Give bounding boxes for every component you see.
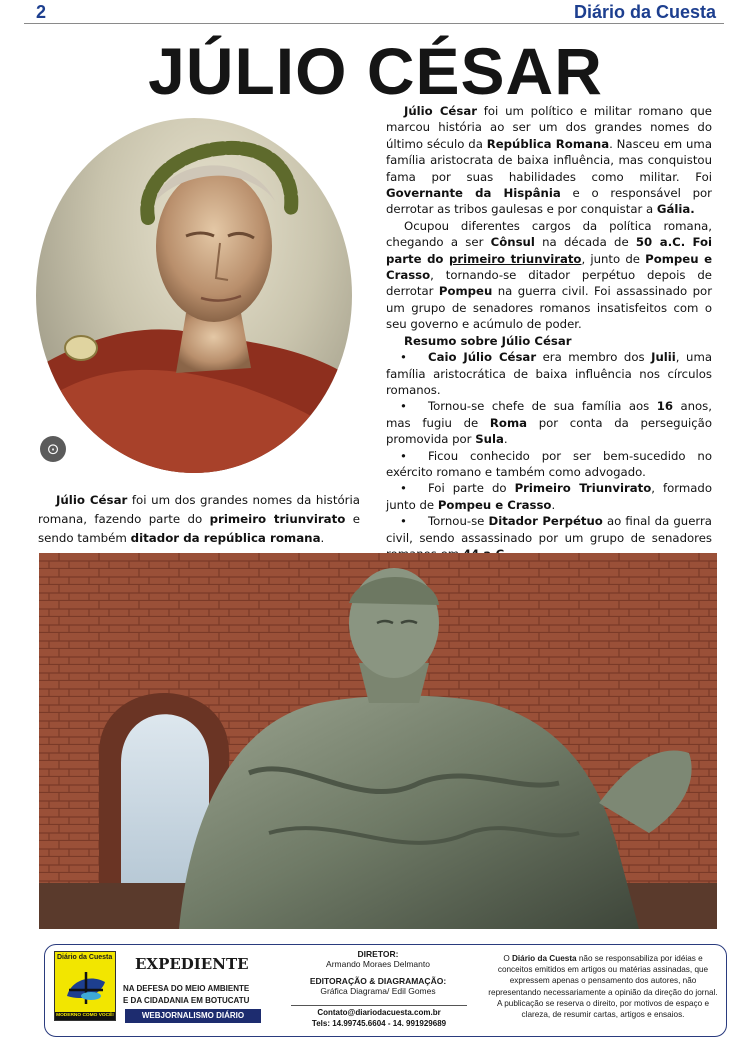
mission-statement: NA DEFESA DO MEIO AMBIENTE E DA CIDADANIA EM BOTUCATU: [123, 984, 250, 1005]
director-name: Armando Moraes Delmanto: [326, 959, 430, 969]
masthead: Diário da Cuesta: [573, 2, 716, 22]
summary-bullet: • Tornou-se chefe de sua família aos 16 anos, mas fugiu de Roma por conta da perseguição promovida por Sula.: [386, 399, 712, 447]
statue-photo: [39, 553, 717, 929]
logo-slogan: MODERNO COMO VOCÊ!: [56, 1013, 114, 1018]
summary-bullet: • Ficou conhecido por ser bem-sucedido no exército romano e também como advogado.: [386, 448, 712, 479]
article-paragraph-2: Ocupou diferentes cargos da política romana, chegando a ser Cônsul na década de 50 a.C. Foi parte do primeiro triunvirato, junto de Pompeu e Crasso, tornando-se ditador perpétuo depois de derrotar Pompeu na guerra civil. Foi assassinado por um grupo de senadores romanos insatisfeitos com o seu governo e acúmulo de poder.: [386, 218, 712, 332]
page-title: JÚLIO CÉSAR: [148, 34, 603, 108]
summary-heading: Resumo sobre Júlio César: [404, 333, 572, 348]
footer-expediente: [44, 944, 727, 1037]
editing-name: Gráfica Diagrama/ Edil Gomes: [320, 986, 436, 996]
logo-title: Diário da Cuesta: [57, 954, 113, 961]
summary-bullet: • Caio Júlio César era membro dos Julii, uma família aristocrática de baixa influência nos círculos romanos.: [386, 350, 712, 397]
portrait-painting: [36, 118, 352, 473]
lens-icon[interactable]: ⊙: [40, 436, 66, 462]
expediente-heading: EXPEDIENTE: [135, 955, 249, 973]
summary-bullet: • Tornou-se Ditador Perpétuo ao final da guerra civil, sendo assassinado por um grupo de senadores: [386, 514, 712, 545]
editing-label: EDITORAÇÃO & DIAGRAMAÇÃO:: [309, 976, 447, 986]
portrait-caption: Júlio César foi um dos grandes nomes da história romana, fazendo parte do primeiro triunvirato e sendo também ditador da república romana.: [38, 493, 361, 545]
staff-credits: [273, 949, 483, 996]
page-header: [24, 0, 724, 24]
director-label: DIRETOR:: [357, 949, 399, 959]
contact-phones: Tels: 14.99745.6604 - 14. 991929689: [311, 1018, 447, 1028]
webjornalismo-banner: WEBJORNALISMO DIÁRIO: [125, 1009, 261, 1023]
julio-cesar-portrait: [36, 118, 352, 473]
page-number: 2: [36, 2, 47, 22]
editorial-disclaimer: O Diário da Cuesta não se responsabiliza por idéias e conceitos emitidos em artigos ou matérias assinadas, que expressem apenas o pensamento dos autores, não representando necessariamente a opinião da direção do jornal. A publicação se reserva o direito, por motivos de espaço e clareza, de resumir cartas, artigos e ensaios.: [488, 954, 718, 1020]
article-body: [386, 103, 712, 562]
article-paragraph-1: Júlio César foi um político e militar romano que marcou história ao ser um dos grandes nomes do último século da República Romana. Nasceu em uma família aristocrata de baixa influência, mas conquistou fama por suas habilidades como militar. Foi Governante da Hispânia e o responsável por derrotar as tribos gaulesas e por conquistar a Gália.: [386, 104, 712, 217]
julio-cesar-statue-photo: [39, 553, 717, 929]
contact-email[interactable]: Contato@diariodacuesta.com.br: [317, 1008, 441, 1017]
summary-bullet: • Foi parte do Primeiro Triunvirato, formado junto de Pompeu e Crasso.: [386, 481, 712, 512]
logo-map-icon: [61, 966, 111, 1008]
contact-info: [291, 1005, 467, 1029]
newspaper-logo: [54, 951, 116, 1021]
